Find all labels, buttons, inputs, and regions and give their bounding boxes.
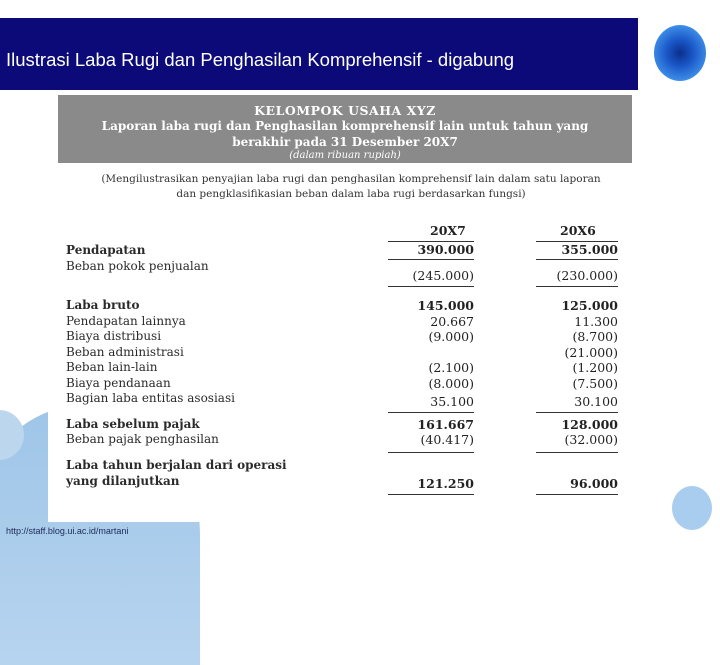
value-20x7-laba-tahun-berjalan: 121.250	[417, 476, 474, 491]
value-20x6-pendapatan: 355.000	[561, 242, 618, 257]
rule-20x6-1	[536, 259, 618, 260]
statement-header	[58, 95, 632, 163]
value-20x7-pendapatan: 390.000	[417, 242, 474, 257]
value-20x6-bagian-laba: 30.100	[574, 394, 618, 409]
value-20x7-beban-lain: (2.100)	[428, 360, 474, 375]
row-label-pendapatan: Pendapatan	[66, 243, 146, 257]
value-20x7-laba-sebelum-pajak: 161.667	[417, 417, 474, 432]
rule-20x6-4	[536, 452, 618, 453]
rule-20x7-5	[388, 494, 474, 495]
rule-20x6-5	[536, 494, 618, 495]
note-line2: dan pengklasifikasian beban dalam laba rugi berdasarkan fungsi)	[176, 188, 526, 200]
rule-20x6-3	[536, 412, 618, 413]
value-20x6-beban-administrasi: (21.000)	[564, 345, 618, 360]
row-label-bagian-laba: Bagian laba entitas asosiasi	[66, 391, 235, 405]
decorative-orb	[654, 25, 706, 81]
company-name: KELOMPOK USAHA XYZ	[254, 103, 436, 118]
value-20x6-biaya-distribusi: (8.700)	[572, 329, 618, 344]
statement-image	[48, 92, 646, 522]
value-20x7-biaya-distribusi: (9.000)	[428, 329, 474, 344]
value-20x6-laba-bruto: 125.000	[561, 298, 618, 313]
value-20x7-biaya-pendanaan: (8.000)	[428, 376, 474, 391]
title-bar	[0, 18, 638, 90]
statement-note	[56, 172, 646, 202]
note-line1: (Mengilustrasikan penyajian laba rugi dan penghasilan komprehensif lain dalam satu laporan	[101, 173, 601, 185]
value-20x6-beban-lain: (1.200)	[572, 360, 618, 375]
footer-url: http://staff.blog.ui.ac.id/martani	[6, 526, 129, 536]
row-label-beban-pokok: Beban pokok penjualan	[66, 259, 209, 273]
rule-20x6-2	[536, 286, 618, 287]
statement-title-line1: Laporan laba rugi dan Penghasilan komprehensif lain untuk tahun yang	[101, 119, 589, 133]
statement-unit: (dalam ribuan rupiah)	[289, 150, 401, 161]
rule-20x7-1	[388, 259, 474, 260]
rule-20x7-2	[388, 286, 474, 287]
value-20x6-beban-pokok: (230.000)	[556, 268, 618, 283]
rule-20x7-4	[388, 452, 474, 453]
value-20x7-beban-pajak: (40.417)	[420, 432, 474, 447]
slide-title: Ilustrasi Laba Rugi dan Penghasilan Komprehensif - digabung	[6, 49, 515, 70]
value-20x7-pendapatan-lainnya: 20.667	[430, 314, 474, 329]
row-label-biaya-distribusi: Biaya distribusi	[66, 329, 162, 343]
decorative-circle-right	[672, 486, 712, 530]
value-20x6-laba-tahun-berjalan: 96.000	[570, 476, 618, 491]
row-label-pendapatan-lainnya: Pendapatan lainnya	[66, 314, 186, 328]
value-20x6-biaya-pendanaan: (7.500)	[572, 376, 618, 391]
value-20x7-bagian-laba: 35.100	[430, 394, 474, 409]
value-20x7-beban-pokok: (245.000)	[412, 268, 474, 283]
row-label-beban-pajak: Beban pajak penghasilan	[66, 432, 219, 446]
row-label-laba-sebelum-pajak: Laba sebelum pajak	[66, 417, 200, 431]
value-20x6-beban-pajak: (32.000)	[564, 432, 618, 447]
row-label-biaya-pendanaan: Biaya pendanaan	[66, 376, 171, 390]
row-label-laba-bruto: Laba bruto	[66, 298, 140, 312]
value-20x7-laba-bruto: 145.000	[417, 298, 474, 313]
row-label-yang-dilanjutkan: yang dilanjutkan	[66, 474, 180, 488]
value-20x6-pendapatan-lainnya: 11.300	[574, 314, 618, 329]
column-header-20x6: 20X6	[560, 223, 596, 238]
rule-20x7-3	[388, 412, 474, 413]
value-20x6-laba-sebelum-pajak: 128.000	[561, 417, 618, 432]
statement-title-line2: berakhir pada 31 Desember 20X7	[232, 135, 458, 149]
column-header-20x7: 20X7	[430, 223, 466, 238]
row-label-laba-tahun-berjalan: Laba tahun berjalan dari operasi	[66, 458, 287, 472]
row-label-beban-administrasi: Beban administrasi	[66, 345, 184, 359]
row-label-beban-lain: Beban lain-lain	[66, 360, 158, 374]
